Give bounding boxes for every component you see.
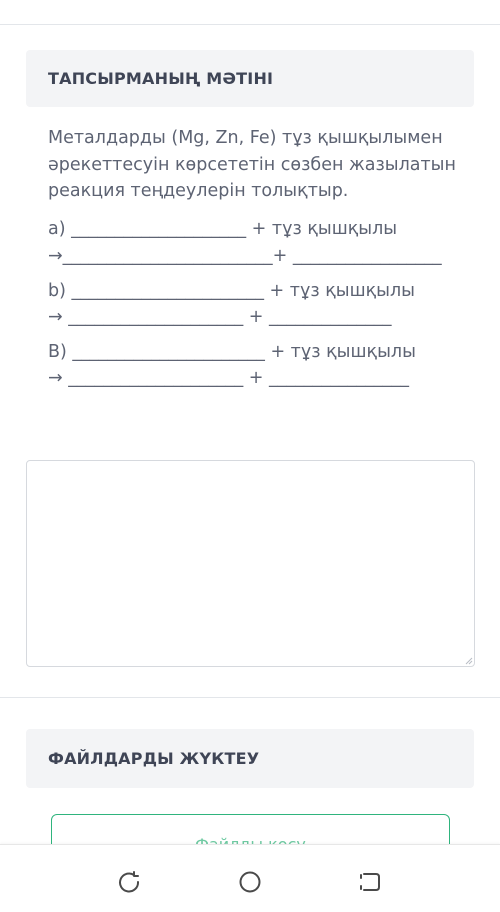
item-c-line-2: → ____________________ + ________________ [48, 367, 410, 388]
item-b-line-1: b) ______________________ + тұз қышқылы [48, 280, 415, 301]
recents-icon[interactable] [357, 869, 383, 895]
top-divider [0, 24, 500, 25]
resize-handle-icon[interactable] [465, 657, 473, 665]
section-divider [0, 697, 500, 698]
task-text [48, 125, 458, 391]
system-navigation-bar [0, 844, 500, 912]
item-b-line-2: → ____________________ + ______________ [48, 306, 392, 327]
back-icon[interactable] [117, 869, 143, 895]
task-section-title [26, 50, 474, 107]
item-c-line-1: В) ______________________ + тұз қышқылы [48, 341, 416, 362]
upload-section-title-text: ФАЙЛДАРДЫ ЖҮКТЕУ [48, 749, 260, 768]
item-a-line-2: →________________________+ _________________ [48, 245, 442, 266]
task-intro: Металдарды (Mg, Zn, Fe) тұз қышқылымен әрекеттесуін көрсететін сөзбен жазылатын реакция теңдеулерін толықтыр. [48, 128, 456, 201]
task-section-title-text: ТАПСЫРМАНЫҢ МӘТІНІ [48, 69, 274, 88]
item-a-line-1: а) ____________________ + тұз қышқылы [48, 218, 398, 239]
answer-textarea[interactable] [26, 460, 475, 667]
home-icon[interactable] [237, 869, 263, 895]
upload-section-title [26, 729, 474, 788]
